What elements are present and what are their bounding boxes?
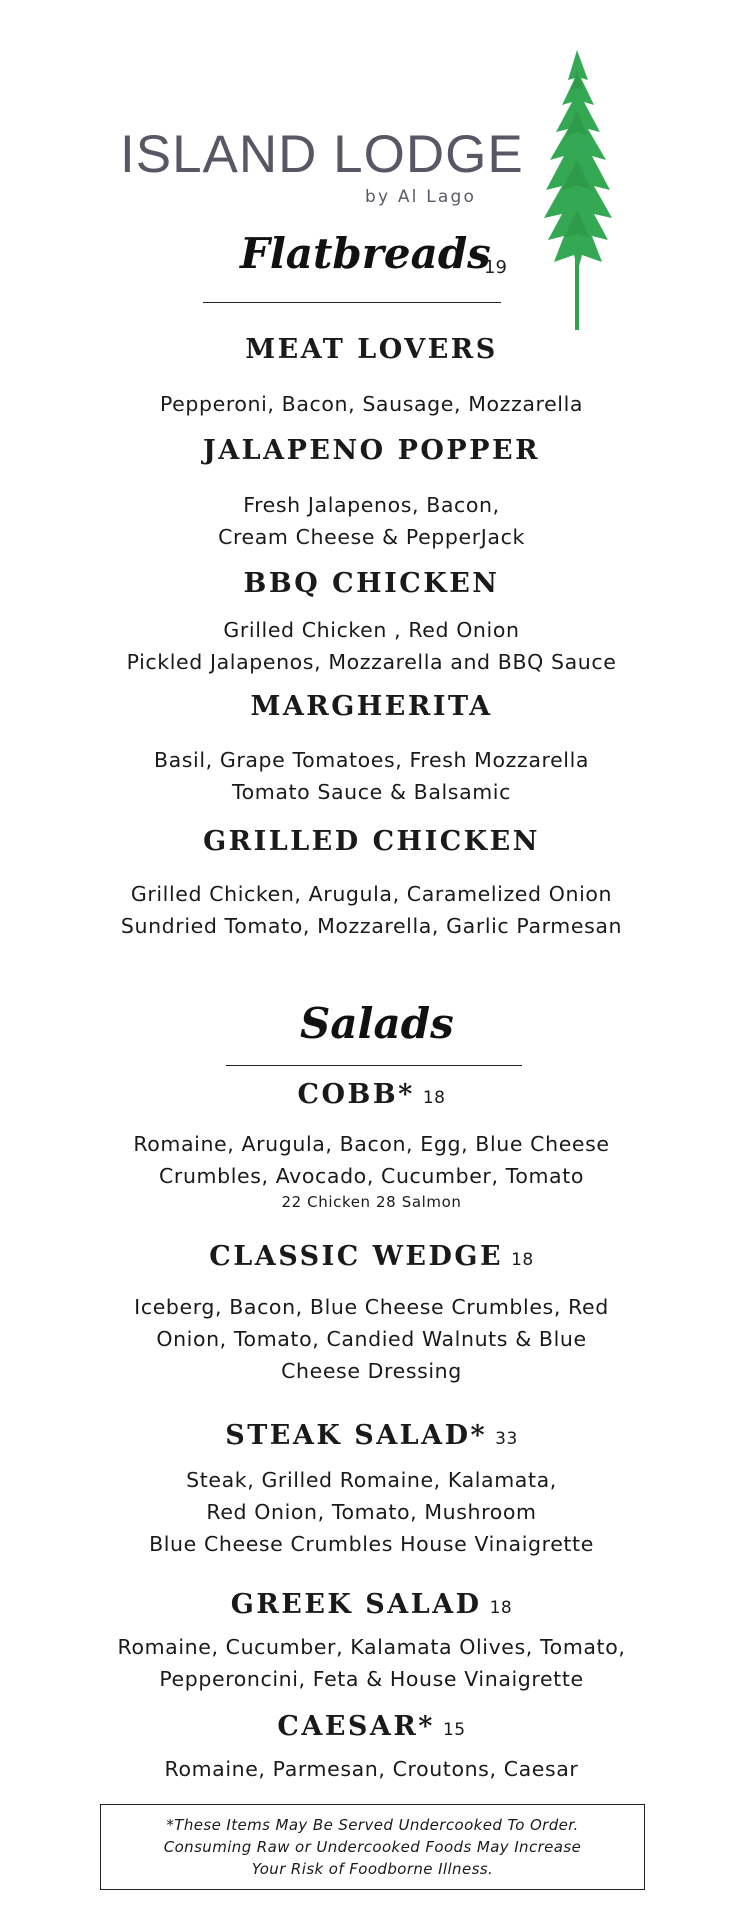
item-description-line: Steak, Grilled Romaine, Kalamata, bbox=[186, 1468, 557, 1492]
menu-item bbox=[0, 1713, 743, 1740]
item-name bbox=[0, 1081, 743, 1108]
item-description-line: Grilled Chicken, Arugula, Caramelized Onion bbox=[130, 882, 613, 906]
item-description bbox=[0, 489, 743, 553]
item-name: JALAPENO POPPER bbox=[202, 435, 541, 466]
item-description bbox=[0, 1291, 743, 1387]
item-description bbox=[0, 878, 743, 942]
menu-item bbox=[0, 1081, 743, 1108]
item-name bbox=[0, 1591, 743, 1618]
item-description-line: Basil, Grape Tomatoes, Fresh Mozzarella bbox=[153, 748, 590, 772]
item-description bbox=[0, 1631, 743, 1695]
menu-item bbox=[0, 1243, 743, 1270]
menu-item bbox=[0, 693, 743, 720]
item-description bbox=[0, 1753, 743, 1785]
item-name-text: GREEK SALAD bbox=[230, 1589, 482, 1620]
item-description-line: Grilled Chicken , Red Onion bbox=[223, 618, 520, 642]
item-addon-prices: 22 Chicken 28 Salmon bbox=[281, 1193, 462, 1211]
item-description bbox=[0, 388, 743, 420]
item-description-line: Cheese Dressing bbox=[281, 1359, 462, 1383]
salads-heading: Salads bbox=[300, 999, 454, 1048]
item-description bbox=[0, 1464, 743, 1560]
item-name-text: CLASSIC WEDGE bbox=[209, 1241, 504, 1272]
item-description-line: Crumbles, Avocado, Cucumber, Tomato bbox=[159, 1164, 584, 1188]
item-description-line: Pepperoncini, Feta & House Vinaigrette bbox=[159, 1667, 584, 1691]
item-name: GRILLED CHICKEN bbox=[203, 826, 540, 857]
item-price: 18 bbox=[489, 1598, 513, 1618]
logo-wordmark: ISLAND LODGE bbox=[120, 125, 524, 184]
undercooked-disclaimer bbox=[100, 1804, 645, 1890]
item-name: MARGHERITA bbox=[250, 691, 493, 722]
item-name: BBQ CHICKEN bbox=[243, 568, 500, 599]
item-description-line: Red Onion, Tomato, Mushroom bbox=[206, 1500, 537, 1524]
menu-item bbox=[0, 336, 743, 363]
item-description-line: Romaine, Cucumber, Kalamata Olives, Tomato, bbox=[117, 1635, 626, 1659]
item-description bbox=[0, 1128, 743, 1212]
item-price: 15 bbox=[442, 1720, 466, 1740]
flatbreads-price: 19 bbox=[484, 257, 507, 278]
item-name-text: STEAK SALAD* bbox=[225, 1420, 488, 1451]
disclaimer-line: *These Items May Be Served Undercooked To Order. bbox=[166, 1816, 579, 1834]
item-description-line: Blue Cheese Crumbles House Vinaigrette bbox=[149, 1532, 594, 1556]
item-description-line: Cream Cheese & PepperJack bbox=[218, 525, 525, 549]
menu-item bbox=[0, 828, 743, 855]
logo-tagline: by Al Lago bbox=[365, 187, 477, 207]
item-price: 18 bbox=[511, 1250, 534, 1270]
disclaimer-line: Consuming Raw or Undercooked Foods May Increase bbox=[163, 1838, 582, 1856]
item-name-text: CAESAR* bbox=[277, 1711, 435, 1742]
item-name bbox=[0, 1422, 743, 1449]
item-description-line: Onion, Tomato, Candied Walnuts & Blue bbox=[156, 1327, 587, 1351]
item-price: 18 bbox=[422, 1088, 446, 1108]
item-name bbox=[0, 1713, 743, 1740]
item-name: MEAT LOVERS bbox=[245, 334, 498, 365]
item-description-line: Pickled Jalapenos, Mozzarella and BBQ Sauce bbox=[126, 650, 617, 674]
item-description-line: Romaine, Parmesan, Croutons, Caesar bbox=[164, 1757, 579, 1781]
item-description-line: Tomato Sauce & Balsamic bbox=[232, 780, 511, 804]
menu-item bbox=[0, 570, 743, 597]
disclaimer-line: Your Risk of Foodborne Illness. bbox=[251, 1860, 494, 1878]
menu-item bbox=[0, 1422, 743, 1449]
item-description-line: Iceberg, Bacon, Blue Cheese Crumbles, Red bbox=[134, 1295, 609, 1319]
item-description-line: Pepperoni, Bacon, Sausage, Mozzarella bbox=[159, 392, 584, 416]
item-name bbox=[0, 1243, 743, 1270]
item-description-line: Romaine, Arugula, Bacon, Egg, Blue Cheese bbox=[133, 1132, 610, 1156]
item-description-line: Sundried Tomato, Mozzarella, Garlic Parmesan bbox=[120, 914, 623, 938]
item-description bbox=[0, 744, 743, 808]
flatbreads-divider bbox=[203, 302, 501, 303]
item-price: 33 bbox=[495, 1429, 518, 1449]
menu-item bbox=[0, 1591, 743, 1618]
item-description bbox=[0, 614, 743, 678]
flatbreads-heading: Flatbreads bbox=[240, 229, 491, 278]
item-name-text: COBB* bbox=[297, 1079, 415, 1110]
item-description-line: Fresh Jalapenos, Bacon, bbox=[243, 493, 500, 517]
pine-tree-icon bbox=[536, 50, 620, 330]
salads-divider bbox=[226, 1065, 522, 1066]
menu-item bbox=[0, 437, 743, 464]
